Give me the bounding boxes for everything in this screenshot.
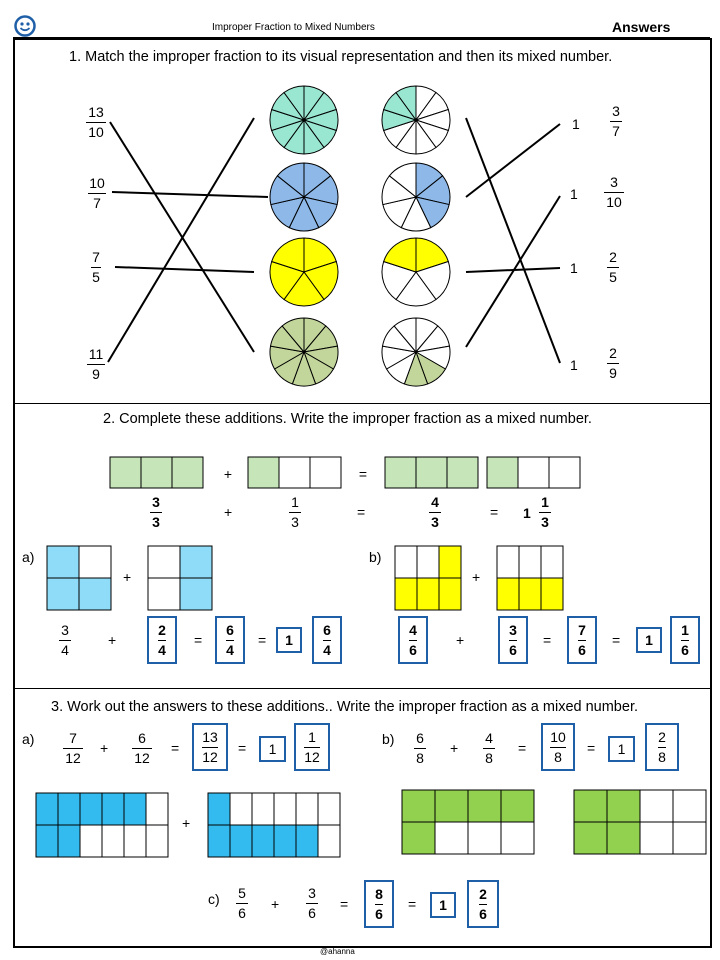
q2b-grid-1-cell: [417, 546, 439, 578]
q2-example-strip-2-cell: [248, 457, 279, 488]
q2-example-strip-1-cell: [172, 457, 203, 488]
q2-example-strip-4-cell: [549, 457, 580, 488]
q2a-eq2: =: [258, 632, 267, 648]
q3b-whole-box[interactable]: [608, 736, 635, 762]
q2b-grid-1-cell: [417, 578, 439, 610]
q2b-grid-plus: +: [472, 569, 481, 585]
q3b-grid-1-cell: [501, 790, 534, 822]
q2b-grid-1: [395, 546, 461, 610]
q3b-f1: 6 8: [414, 730, 426, 767]
q3a-grid-1-cell: [124, 793, 146, 825]
q3b-grid-1-cell: [468, 790, 501, 822]
q3b-grid-2-cell: [673, 822, 706, 854]
q2-example-mixed: 1 3: [539, 494, 551, 531]
q3b-whole: 1: [617, 741, 626, 757]
q3b-grid-1-cell: [435, 822, 468, 854]
q2a-grid-2-cell: [148, 578, 180, 610]
q3a-f2: 6 12: [132, 730, 152, 767]
q3a-grid-1-cell: [124, 825, 146, 857]
q3b-grid-2-cell: [607, 822, 640, 854]
q3a-answer-box-1[interactable]: $\frac{13}{12}$: [192, 723, 228, 771]
q3b-label: b): [382, 731, 395, 747]
q3c-answer-box-2[interactable]: $\frac{2}{6}$: [467, 880, 499, 928]
q2b-grid-1-cell: [439, 546, 461, 578]
q3a-label: a): [22, 731, 35, 747]
q2-example-strip-eq: =: [358, 466, 368, 482]
q2a-whole-box[interactable]: [276, 627, 302, 653]
q3b-grid-2-cell: [640, 822, 673, 854]
q3a-eq2: =: [238, 740, 247, 756]
q2b-grid-2-cell: [497, 546, 519, 578]
q2-example-f2: 1 3: [289, 494, 301, 531]
q2a-grid-1-cell: [47, 546, 79, 578]
q1-fraction-1: 13 10: [86, 104, 106, 141]
q3a-grid-1-cell: [58, 825, 80, 857]
q2a-grid-1-cell: [79, 578, 111, 610]
q3b-grid-2-cell: [574, 822, 607, 854]
q1-mixed-frac-2: 3 10: [604, 174, 624, 211]
q2b-grid-2: [497, 546, 563, 610]
q2a-f1: 3 4: [59, 622, 71, 659]
q3b-grid-1: [402, 790, 534, 854]
q2b-answer-box-3[interactable]: $\frac{1}{6}$: [670, 616, 700, 664]
q1-mixed-frac-4: 2 9: [607, 345, 619, 382]
q2b-grid-1-cell: [439, 578, 461, 610]
q2-example-strip-4-cell: [518, 457, 549, 488]
answers-label: Answers: [612, 19, 671, 35]
q2b-grid-2-cell: [519, 546, 541, 578]
q2b-answer-box-1[interactable]: $\frac{3}{6}$: [498, 616, 528, 664]
q3a-f1: 7 12: [63, 730, 83, 767]
q3a-grid-1-cell: [146, 825, 168, 857]
q3b-grid-2-cell: [607, 790, 640, 822]
q3b-plus: +: [450, 740, 459, 756]
q2-example-strip-3-cell: [416, 457, 447, 488]
q2-example-strip-1-cell: [110, 457, 141, 488]
q3b-grid-1-cell: [468, 822, 501, 854]
q2b-grid-2-cell: [541, 578, 563, 610]
q3a-grid-2-cell: [318, 825, 340, 857]
q2b-whole-box[interactable]: [636, 627, 662, 653]
q3b-grid-2-cell: [640, 790, 673, 822]
q3a-grid-2-cell: [208, 825, 230, 857]
q2a-grid-1-cell: [47, 578, 79, 610]
q3b-grid-1-cell: [402, 822, 435, 854]
q3a-grid-1-cell: [36, 793, 58, 825]
q2-example-eq2: =: [490, 504, 499, 520]
q3c-eq: =: [340, 896, 349, 912]
q3a-grid-2-cell: [296, 825, 318, 857]
q3a-grid-plus: +: [182, 815, 191, 831]
q3a-grid-2-cell: [252, 825, 274, 857]
q2a-grid-plus: +: [123, 569, 132, 585]
q3a-whole: 1: [268, 741, 277, 757]
q3c-f1: 5 6: [236, 885, 248, 922]
q2b-plus: +: [456, 632, 465, 648]
q3c-answer-box-1[interactable]: $\frac{8}{6}$: [364, 880, 394, 928]
q1-fraction-2: 10 7: [89, 175, 105, 211]
q3b-grid-2-cell: [673, 790, 706, 822]
q1-fraction-3: 7 5: [92, 249, 100, 285]
q2-example-strip-3-cell: [447, 457, 478, 488]
q3b-eq2: =: [587, 740, 596, 756]
q2-example-strip-2-cell: [310, 457, 341, 488]
q3a-grid-1-cell: [146, 793, 168, 825]
q2b-label: b): [369, 549, 382, 565]
q2a-answer-box-1[interactable]: $\frac{2}{4}$: [147, 616, 177, 664]
q3b-grid-2-cell: [574, 790, 607, 822]
q2-example-strip-2: [248, 457, 341, 488]
q2a-grid-2-cell: [180, 578, 212, 610]
q3c-whole: 1: [439, 897, 447, 913]
q2b-eq2: =: [612, 632, 621, 648]
q3a-grid-1-cell: [58, 793, 80, 825]
q2-example-f1: 3 3: [150, 494, 162, 531]
q3a-eq: =: [171, 740, 180, 756]
q2-example-strip-plus: +: [223, 466, 233, 482]
q2b-answer-box-2[interactable]: $\frac{7}{6}$: [567, 616, 597, 664]
q2a-grid-2-cell: [148, 546, 180, 578]
q3a-grid-1: [36, 793, 168, 857]
q2-example-strip-2-cell: [279, 457, 310, 488]
q2-example-whole: 1: [523, 505, 531, 521]
q2a-grid-1-cell: [79, 546, 111, 578]
q3a-grid-2-cell: [230, 825, 252, 857]
q3c-eq2: =: [408, 896, 417, 912]
q3b-answer-box-1[interactable]: $\frac{10}{8}$: [541, 723, 575, 771]
q3b-grid-1-cell: [402, 790, 435, 822]
q1-mixed-frac-3: 2 5: [607, 249, 619, 286]
q2-instruction: 2. Complete these additions. Write the improper fraction as a mixed number.: [103, 411, 592, 427]
q3-instruction: 3. Work out the answers to these additions.. Write the improper fraction as a mixed number.: [51, 699, 638, 715]
q3a-whole-box[interactable]: [259, 736, 286, 762]
q3c-whole-box[interactable]: [430, 892, 456, 918]
q3a-plus: +: [100, 740, 109, 756]
q3a-grid-2-cell: [274, 793, 296, 825]
q1-mixed-whole-1: 1: [572, 116, 580, 132]
q2b-grid-2-cell: [497, 578, 519, 610]
q2a-answer-box-2[interactable]: $\frac{6}{4}$: [215, 616, 245, 664]
credit: @ahanna: [320, 947, 355, 956]
q3b-answer-box-2[interactable]: $\frac{2}{8}$: [645, 723, 679, 771]
q2b-grid-1-cell: [395, 546, 417, 578]
q3b-grid-1-cell: [501, 822, 534, 854]
q2a-answer-box-3[interactable]: $\frac{6}{4}$: [312, 616, 342, 664]
q3b-f2: 4 8: [483, 730, 495, 767]
q2a-grid-2-cell: [180, 546, 212, 578]
q2a-eq: =: [194, 632, 203, 648]
q2-example-strip-1: [110, 457, 203, 488]
q2-example-strip-4-cell: [487, 457, 518, 488]
q1-mixed-whole-4: 1: [570, 357, 578, 373]
q3a-grid-1-cell: [36, 825, 58, 857]
q3b-eq: =: [518, 740, 527, 756]
q2b-eq: =: [543, 632, 552, 648]
q2a-grid-2: [148, 546, 212, 610]
q3a-grid-2-cell: [208, 793, 230, 825]
q3c-label: c): [208, 891, 220, 907]
q1-mixed-frac-1: 3 7: [610, 103, 622, 140]
q2-example-strip-4: [487, 457, 580, 488]
q2a-plus: +: [108, 632, 117, 648]
q2b-grid-1-cell: [395, 578, 417, 610]
q2-example-f3: 4 3: [429, 494, 441, 531]
q3c-f2: 3 6: [306, 885, 318, 922]
q3a-grid-2: [208, 793, 340, 857]
q2a-whole: 1: [285, 632, 293, 648]
q3c-plus: +: [271, 896, 280, 912]
q1-mixed-whole-3: 1: [570, 260, 578, 276]
q3a-grid-1-cell: [80, 793, 102, 825]
q3a-grid-2-cell: [274, 825, 296, 857]
q2b-grid-2-cell: [541, 546, 563, 578]
worksheet-title: Improper Fraction to Mixed Numbers: [212, 22, 375, 33]
q2a-label: a): [22, 549, 35, 565]
q2b-answer-box-0[interactable]: $\frac{4}{6}$: [398, 616, 428, 664]
q3a-grid-1-cell: [80, 825, 102, 857]
q2b-grid-2-cell: [519, 578, 541, 610]
q2a-grid-1: [47, 546, 111, 610]
q2-example-plus: +: [224, 504, 233, 520]
q3a-grid-2-cell: [252, 793, 274, 825]
q3a-grid-2-cell: [296, 793, 318, 825]
q1-mixed-whole-2: 1: [570, 186, 578, 202]
q3a-grid-1-cell: [102, 793, 124, 825]
q3a-grid-2-cell: [230, 793, 252, 825]
q3a-grid-2-cell: [318, 793, 340, 825]
q3a-grid-1-cell: [102, 825, 124, 857]
q2-example-strip-1-cell: [141, 457, 172, 488]
q2-example-strip-3-cell: [385, 457, 416, 488]
q2-example-eq: =: [357, 504, 366, 520]
q3b-grid-2: [574, 790, 706, 854]
q3b-grid-1-cell: [435, 790, 468, 822]
q2-example-strip-3: [385, 457, 478, 488]
q1-fraction-4: 11 9: [88, 346, 104, 382]
q3a-answer-box-2[interactable]: $\frac{1}{12}$: [294, 723, 330, 771]
q1-instruction: 1. Match the improper fraction to its visual representation and then its mixed number.: [69, 49, 613, 65]
q2b-whole: 1: [645, 632, 653, 648]
